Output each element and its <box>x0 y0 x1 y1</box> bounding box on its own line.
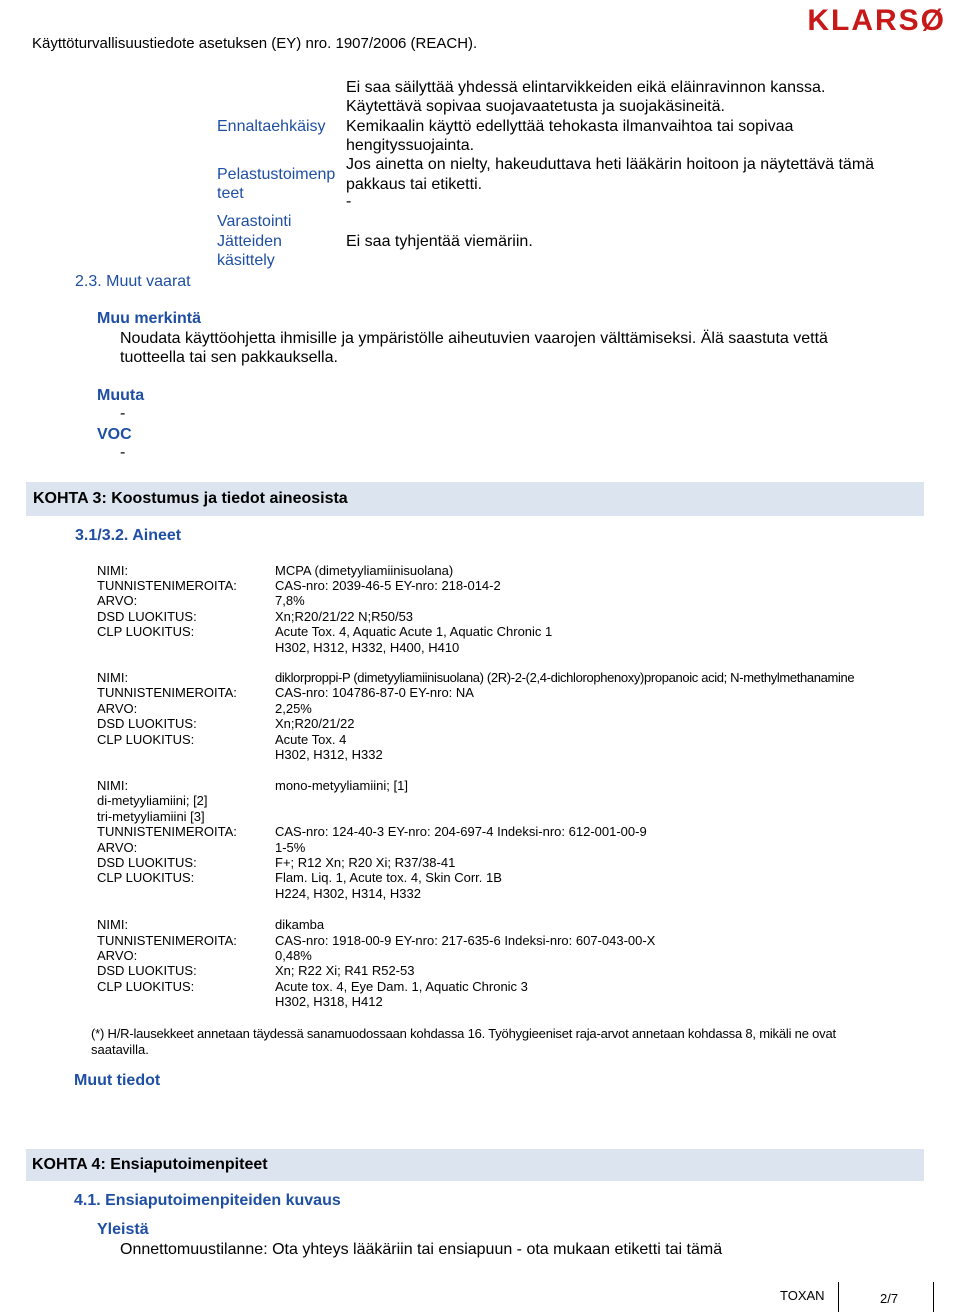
label-response-cont: teet <box>217 185 244 202</box>
label-storage: Varastointi <box>217 213 292 230</box>
label-clp: CLP LUOKITUS: <box>97 732 195 747</box>
precaution-line: Jos ainetta on nielty, hakeuduttava heti lääkärin hoitoon ja näytettävä tämä <box>346 156 875 173</box>
substance-hcodes: H302, H318, H412 <box>275 994 383 1009</box>
label-dsd: DSD LUOKITUS: <box>97 609 197 624</box>
footer-product: TOXAN <box>780 1288 825 1303</box>
label-name: NIMI: <box>97 917 129 932</box>
substance-dsd: Xn;R20/21/22 <box>275 716 355 731</box>
label-clp: CLP LUOKITUS: <box>97 870 195 885</box>
label-name: NIMI: <box>97 778 129 793</box>
substance-ids: CAS-nro: 1918-00-9 EY-nro: 217-635-6 Indeksi-nro: 607-043-00-X <box>275 933 656 948</box>
label-ids: TUNNISTENIMEROITA: <box>97 578 237 593</box>
precaution-line: Ei saa tyhjentää viemäriin. <box>346 233 533 250</box>
label-value: ARVO: <box>97 701 138 716</box>
substance-clp: Flam. Liq. 1, Acute tox. 4, Skin Corr. 1B <box>275 870 502 885</box>
substance-name: diklorproppi-P (dimetyyliamiinisuolana) (2R)-2-(2,4-dichlorophenoxy)propanoic acid; N-methylmethanamine <box>275 670 855 685</box>
precaution-line: - <box>346 193 352 210</box>
substance-hcodes: H224, H302, H314, H332 <box>275 886 421 901</box>
more-info-title: Muut tiedot <box>74 1072 161 1089</box>
precaution-line: Kemikaalin käyttö edellyttää tehokasta ilmanvaihtoa tai sopivaa <box>346 118 794 135</box>
substance-name-extra: tri-metyyliamiini [3] <box>97 809 205 824</box>
label-prevention: Ennaltaehkäisy <box>217 118 326 135</box>
substance-value: 1-5% <box>275 840 306 855</box>
general-title: Yleistä <box>97 1221 149 1238</box>
label-dsd: DSD LUOKITUS: <box>97 716 197 731</box>
substance-ids: CAS-nro: 2039-46-5 EY-nro: 218-014-2 <box>275 578 501 593</box>
section-3-heading: KOHTA 3: Koostumus ja tiedot aineosista <box>33 490 348 507</box>
label-dsd: DSD LUOKITUS: <box>97 855 197 870</box>
substance-dsd: F+; R12 Xn; R20 Xi; R37/38-41 <box>275 855 456 870</box>
precaution-line: Ei saa säilyttää yhdessä elintarvikkeiden eikä eläinravinnon kanssa. <box>346 79 826 96</box>
precaution-line: Käytettävä sopivaa suojavaatetusta ja suojakäsineitä. <box>346 98 725 115</box>
page-number: 2/7 <box>880 1291 899 1306</box>
other-value: - <box>120 405 126 422</box>
document-header: Käyttöturvallisuustiedote asetuksen (EY) nro. 1907/2006 (REACH). <box>32 35 478 52</box>
general-text: Onnettomuustilanne: Ota yhteys lääkäriin tai ensiapuun - ota mukaan etiketti tai tämä <box>120 1241 723 1258</box>
substance-value: 2,25% <box>275 701 312 716</box>
brand-logo: KLARSØ <box>807 4 946 37</box>
other-title: Muuta <box>97 387 145 404</box>
section-3-subheading: 3.1/3.2. Aineet <box>75 527 182 544</box>
section-2-3-label: 2.3. Muut vaarat <box>75 273 191 290</box>
label-clp: CLP LUOKITUS: <box>97 979 195 994</box>
other-marking-title: Muu merkintä <box>97 310 202 327</box>
voc-title: VOC <box>97 426 132 443</box>
label-ids: TUNNISTENIMEROITA: <box>97 933 237 948</box>
other-marking-text: tuotteella tai sen pakkauksella. <box>120 349 338 366</box>
substance-name: MCPA (dimetyyliamiinisuolana) <box>275 563 454 578</box>
label-ids: TUNNISTENIMEROITA: <box>97 824 237 839</box>
substance-ids: CAS-nro: 104786-87-0 EY-nro: NA <box>275 685 474 700</box>
label-disposal-cont: käsittely <box>217 252 275 269</box>
substance-dsd: Xn;R20/21/22 N;R50/53 <box>275 609 414 624</box>
label-clp: CLP LUOKITUS: <box>97 624 195 639</box>
label-disposal: Jätteiden <box>217 233 282 250</box>
label-value: ARVO: <box>97 948 138 963</box>
substance-name: dikamba <box>275 917 325 932</box>
label-value: ARVO: <box>97 840 138 855</box>
precaution-line: hengityssuojainta. <box>346 137 475 154</box>
label-name: NIMI: <box>97 670 129 685</box>
footer-divider <box>933 1282 934 1312</box>
substance-clp: Acute Tox. 4 <box>275 732 347 747</box>
substance-hcodes: H302, H312, H332 <box>275 747 383 762</box>
substance-hcodes: H302, H312, H332, H400, H410 <box>275 640 460 655</box>
substance-name-extra: di-metyyliamiini; [2] <box>97 793 208 808</box>
substance-clp: Acute Tox. 4, Aquatic Acute 1, Aquatic Chronic 1 <box>275 624 553 639</box>
substance-clp: Acute tox. 4, Eye Dam. 1, Aquatic Chronic 3 <box>275 979 528 994</box>
footer-divider <box>838 1282 839 1312</box>
section-4-subheading: 4.1. Ensiaputoimenpiteiden kuvaus <box>74 1192 341 1209</box>
label-name: NIMI: <box>97 563 129 578</box>
section-4-heading: KOHTA 4: Ensiaputoimenpiteet <box>32 1156 268 1173</box>
substance-value: 7,8% <box>275 593 305 608</box>
label-response: Pelastustoimenp <box>217 166 336 183</box>
voc-value: - <box>120 444 126 461</box>
substance-name: mono-metyyliamiini; [1] <box>275 778 408 793</box>
other-marking-text: Noudata käyttöohjetta ihmisille ja ympäristölle aiheutuvien vaarojen välttämiseksi. Älä saastuta vettä <box>120 330 828 347</box>
footnote: saatavilla. <box>91 1042 149 1057</box>
label-value: ARVO: <box>97 593 138 608</box>
footnote: (*) H/R-lausekkeet annetaan täydessä sanamuodossaan kohdassa 16. Työhygieeniset raja-arvot annetaan kohdassa 8, mikäli ne ovat <box>91 1026 836 1041</box>
label-dsd: DSD LUOKITUS: <box>97 963 197 978</box>
substance-ids: CAS-nro: 124-40-3 EY-nro: 204-697-4 Indeksi-nro: 612-001-00-9 <box>275 824 647 839</box>
substance-dsd: Xn; R22 Xi; R41 R52-53 <box>275 963 415 978</box>
substance-value: 0,48% <box>275 948 312 963</box>
label-ids: TUNNISTENIMEROITA: <box>97 685 237 700</box>
precaution-line: pakkaus tai etiketti. <box>346 176 483 193</box>
